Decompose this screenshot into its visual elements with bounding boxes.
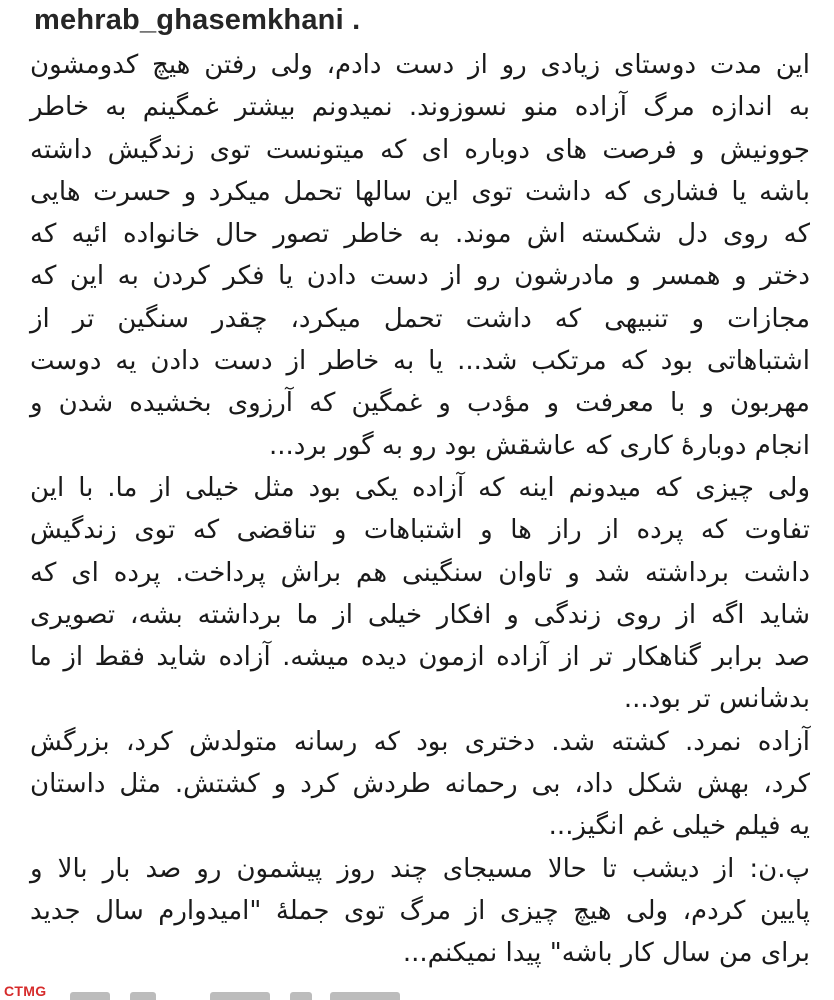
site-watermark-logo — [0, 982, 50, 1000]
cropped-next-row — [0, 986, 834, 1000]
caption-line: شاید اگه از روی زندگی و افکار خیلی از ما برداشته بشه، تصویری — [30, 599, 810, 630]
username-suffix: . — [343, 4, 361, 36]
caption-line: یه فیلم خیلی غم انگیز... — [548, 811, 810, 842]
caption-line: داشت برداشته شد و تاوان سنگینی هم براش پرداخت. پرده ای که — [30, 557, 810, 588]
caption-line: باشه یا فشاری که داشت توی این سالها تحمل میکرد و حسرت هایی — [30, 176, 810, 207]
caption-body — [30, 44, 810, 975]
caption-line: کرد، بهش شکل داد، بی رحمانه طردش کرد و کشتش. مثل داستان — [30, 769, 810, 800]
caption-line: مهربون و با معرفت و مؤدب و غمگین که آرزوی بخشیده شدن و — [30, 388, 810, 419]
caption-line: جوونیش و فرصت های دوباره ای که میتونست توی زندگیش داشته — [30, 134, 810, 165]
caption-line: آزاده نمرد. کشته شد. دختری بود که رسانه متولدش کرد، بزرگش — [30, 726, 810, 757]
caption-line: دختر و همسر و مادرشون رو از دست دادن یا فکر کردن به این که — [30, 261, 810, 292]
caption-line: ولی چیزی که میدونم اینه که آزاده یکی بود مثل خیلی از ما. با این — [30, 472, 810, 503]
caption-line: صد برابر گناهکار تر از آزاده ازمون دیده میشه. آزاده شاید فقط از ما — [30, 642, 810, 673]
caption-line: مجازات و تنبیهی که داشت تحمل میکرد، چقدر سنگین تر از — [30, 303, 810, 334]
caption-line: که روی دل شکسته اش موند. به خاطر تصور حال خانواده ائیه که — [30, 219, 810, 250]
caption-line: این مدت دوستای زیادی رو از دست دادم، ولی رفتن هیچ کدومشون — [30, 50, 810, 80]
cropped-text-fragment — [60, 986, 480, 1000]
caption-line: انجام دوبارهٔ کاری که عاشقش بود رو به گور برد... — [268, 430, 810, 461]
caption-line: برای من سال کار باشه" پیدا نمیکنم... — [402, 938, 810, 969]
caption-line: پ.ن: از دیشب تا حالا مسیجای چند روز پیشمون رو صد بار بالا و — [30, 853, 810, 884]
caption-line: بدشانس تر بود... — [623, 684, 810, 715]
caption-line: اشتباهاتی بود که مرتکب شد... یا به خاطر از دست دادن یه دوست — [30, 346, 810, 377]
username-text[interactable]: mehrab_ghasemkhani — [34, 4, 344, 36]
caption-line: به اندازه مرگ آزاده منو نسوزوند. نمیدونم بیشتر غمگینم به خاطر — [30, 92, 810, 123]
caption-line: تفاوت که پرده از راز ها و اشتباهات و تناقضی که توی زندگیش — [30, 515, 810, 546]
post-author-username[interactable] — [34, 4, 360, 37]
caption-line: پایین کردم، ولی هیچ چیزی از مرگ توی جملهٔ "امیدوارم سال جدید — [30, 895, 810, 926]
watermark-text: CTMG — [4, 983, 47, 999]
